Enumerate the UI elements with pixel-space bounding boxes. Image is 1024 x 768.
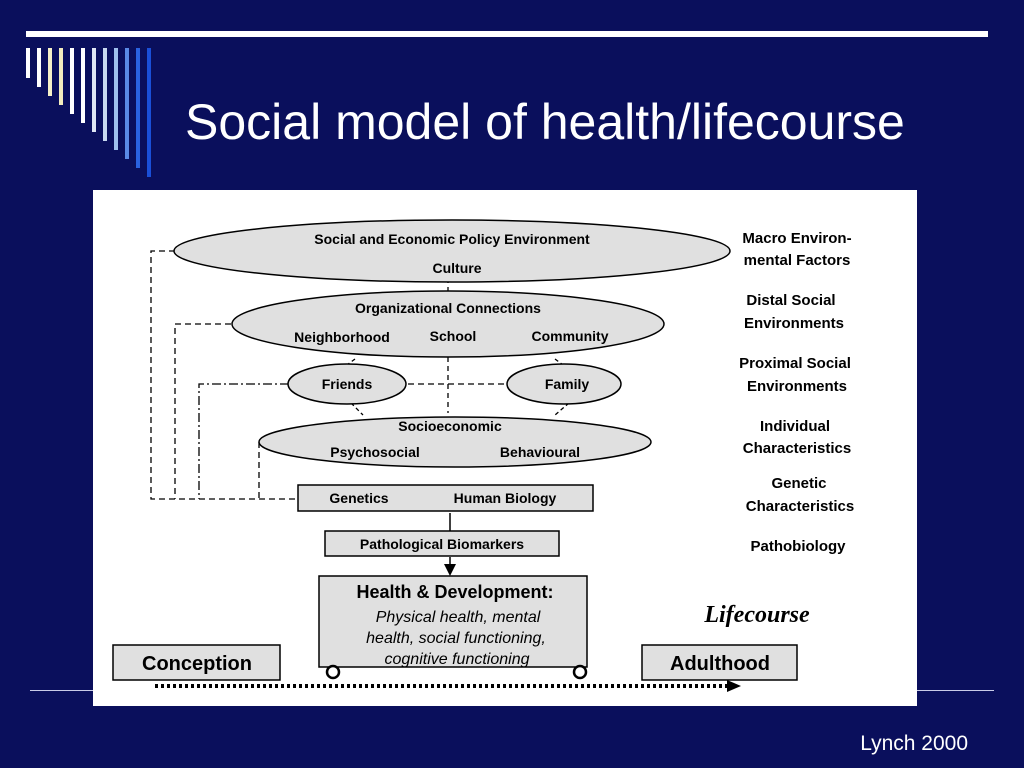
timeline-label: Lifecourse: [704, 602, 810, 628]
macro-line2: Culture: [432, 260, 482, 276]
side-label-proximal-2: Environments: [746, 378, 848, 395]
genetic-item-human-biology: Human Biology: [453, 490, 557, 506]
proximal-item-friends: Friends: [321, 376, 373, 392]
credit-label: Lynch 2000: [860, 732, 968, 755]
side-label-pathobiology: Pathobiology: [750, 538, 846, 555]
decorative-stripe: [103, 48, 107, 141]
genetic-item-genetics: Genetics: [329, 490, 389, 506]
decorative-stripe: [26, 48, 30, 78]
macro-line1: Social and Economic Policy Environment: [314, 231, 590, 247]
distal-title: Organizational Connections: [355, 300, 541, 316]
outcome-anchor-right: [574, 666, 586, 678]
side-label-proximal-1: Proximal Social: [739, 355, 851, 372]
outcome-body-line3: cognitive functioning: [384, 651, 530, 668]
timeline-arrowhead: [727, 680, 741, 692]
decorative-stripes: [26, 48, 176, 193]
side-label-distal-2: Environments: [743, 315, 845, 332]
lifecourse-diagram: [93, 190, 917, 706]
distal-connector: [175, 324, 231, 499]
patho-label: Pathological Biomarkers: [359, 536, 525, 552]
distal-item-community: Community: [531, 328, 609, 344]
decorative-stripe: [37, 48, 41, 87]
side-label-individual-2: Characteristics: [742, 440, 852, 457]
timeline-start: Conception: [142, 653, 252, 675]
decorative-stripe: [114, 48, 118, 150]
decorative-stripe: [59, 48, 63, 105]
side-label-macro-1: Macro Environ-: [742, 230, 852, 247]
timeline-end: Adulthood: [670, 653, 770, 675]
decorative-stripe: [70, 48, 74, 114]
outcome-anchor-left: [327, 666, 339, 678]
footer-line-left: [30, 690, 93, 691]
individual-item-behavioural: Behavioural: [499, 444, 581, 460]
side-label-distal-1: Distal Social: [746, 292, 836, 309]
macro-connector: [151, 251, 298, 499]
side-label-genetic-1: Genetic: [771, 475, 827, 492]
outcome-title: Health & Development:: [356, 582, 554, 602]
footer-line-right: [917, 690, 994, 691]
friends-individual-link: [351, 403, 363, 415]
decorative-stripe: [81, 48, 85, 123]
individual-item-psychosocial: Psychosocial: [330, 444, 420, 460]
decorative-stripe: [147, 48, 151, 177]
individual-title: Socioeconomic: [398, 418, 502, 434]
side-label-macro-2: mental Factors: [743, 252, 851, 269]
decorative-stripe: [92, 48, 96, 132]
family-individual-link: [555, 403, 569, 415]
outcome-body-line2: health, social functioning,: [366, 630, 546, 647]
decorative-stripe: [136, 48, 140, 168]
proximal-item-family: Family: [544, 376, 590, 392]
diagram-panel: [93, 190, 917, 706]
side-label-individual-1: Individual: [759, 418, 831, 435]
distal-item-neighborhood: Neighborhood: [294, 329, 390, 345]
outcome-body-line1: Physical health, mental: [375, 609, 541, 626]
title-divider-line: [26, 31, 988, 37]
side-label-genetic-2: Characteristics: [745, 498, 855, 515]
decorative-stripe: [48, 48, 52, 96]
distal-item-school: School: [429, 328, 477, 344]
decorative-stripe: [125, 48, 129, 159]
slide-title: Social model of health/lifecourse: [185, 94, 905, 150]
